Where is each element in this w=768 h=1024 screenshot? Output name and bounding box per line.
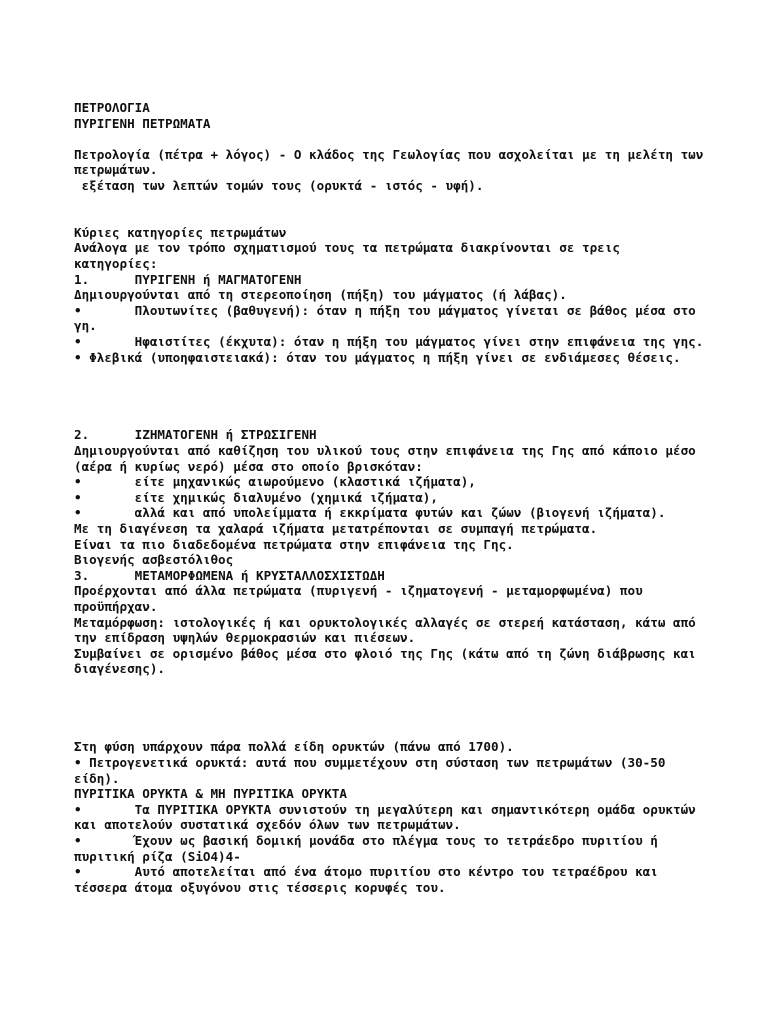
igneous-bullet-volcanic: • Ηφαιστίτες (έκχυτα): όταν η πήξη του μάγματος γίνει στην επιφάνεια της γης. xyxy=(74,333,704,349)
igneous-bullet-plutonic: • Πλουτωνίτες (βαθυγενή): όταν η πήξη του μάγματος γίνεται σε βάθος μέσα στο γη. xyxy=(74,302,704,334)
spacer xyxy=(74,677,704,739)
minerals-bullet-tetrahedron: • Έχουν ως βασική δομική μονάδα στο πλέγμα τους το τετράεδρο πυριτίου ή πυριτική ρίζα (SiO4)4- xyxy=(74,832,666,864)
metamorphic-definition: Μεταμόρφωση: ιστολογικές ή και ορυκτολογικές αλλαγές σε στερεή κατάσταση, κάτω από την επίδραση υψηλών θερμοκρασιών και πιέσεων. xyxy=(74,614,704,646)
spacer xyxy=(74,194,704,225)
minerals-bullet-silicates: • Τα ΠΥΡΙΤΙΚΑ ΟΡΥΚΤΑ συνιστούν τη μεγαλύτερη και σημαντικότερη ομάδα ορυκτών και αποτελούν συστατικά σχεδόν όλων των πετρωμάτων. xyxy=(74,801,704,833)
intro-definition: Πετρολογία (πέτρα + λόγος) - Ο κλάδος της Γεωλογίας που ασχολείται με τη μελέτη των πετρωμάτων. xyxy=(74,146,711,178)
minerals-bullet-structure: • Αυτό αποτελείται από ένα άτομο πυριτίου στο κέντρο του τετραέδρου και τέσσερα άτομα οξυγόνου στις τέσσερις κορυφές του. xyxy=(74,864,666,895)
sedimentary-diagenesis: Με τη διαγένεση τα χαλαρά ιζήματα μετατρέπονται σε συμπαγή πετρώματα. xyxy=(74,521,598,537)
metamorphic-heading: 3. ΜΕΤΑΜΟΡΦΩΜΕΝΑ ή ΚΡΥΣΤΑΛΛΟΣΧΙΣΤΩΔΗ xyxy=(74,567,385,583)
igneous-heading: 1. ΠΥΡΙΓΕΝΗ ή ΜΑΓΜΑΤΟΓΕΝΗ xyxy=(74,271,302,287)
categories-heading: Κύριες κατηγορίες πετρωμάτων xyxy=(74,224,287,240)
intro-examination: εξέταση των λεπτών τομών τους (ορυκτά - ιστός - υφή). xyxy=(74,177,484,193)
document-title: ΠΕΤΡΟΛΟΓΙΑ xyxy=(74,100,150,115)
document-subtitle: ΠΥΡΙΓΕΝΗ ΠΕΤΡΩΜΑΤΑ xyxy=(74,115,211,131)
metamorphic-origin: Προέρχονται από άλλα πετρώματα (πυριγενή - ιζηματογενή - μεταμορφωμένα) που προϋπήρχαν. xyxy=(74,583,651,615)
sedimentary-bullet-clastic: • είτε μηχανικώς αιωρούμενο (κλαστικά ιζήματα), xyxy=(74,474,476,490)
spacer xyxy=(74,365,704,427)
sedimentary-most-common: Είναι τα πιο διαδεδομένα πετρώματα στην επιφάνεια της Γης. xyxy=(74,536,514,552)
igneous-bullet-dyke: • Φλεβικά (υποηφαιστειακά): όταν του μάγματος η πήξη γίνει σε ενδιάμεσες θέσεις. xyxy=(74,349,681,365)
spacer xyxy=(74,131,704,147)
minerals-heading: ΠΥΡΙΤΙΚΑ ΟΡΥΚΤΑ & ΜΗ ΠΥΡΙΤΙΚΑ ΟΡΥΚΤΑ xyxy=(74,786,347,802)
sedimentary-text: Δημιουργούνται από καθίζηση του υλικού τους στην επιφάνεια της Γης από κάποιο μέσο (αέρα ή κυρίως νερό) μέσα στο οποίο βρισκόταν: xyxy=(74,443,704,474)
igneous-text: Δημιουργούνται από τη στερεοποίηση (πήξη) του μάγματος (ή λάβας). xyxy=(74,287,567,303)
document-body xyxy=(74,100,711,895)
sedimentary-bullet-biogenic: • αλλά και από υπολείμματα ή εκκρίματα φυτών και ζώων (βιογενή ιζήματα). xyxy=(74,505,666,521)
sedimentary-bullet-chemical: • είτε χημικώς διαλυμένο (χημικά ιζήματα), xyxy=(74,489,438,505)
minerals-petrogenetic: • Πετρογενετικά ορυκτά: αυτά που συμμετέχουν στη σύσταση των πετρωμάτων (30-50 είδη). xyxy=(74,754,673,786)
metamorphic-depth: Συμβαίνει σε ορισμένο βάθος μέσα στο φλοιό της Γης (κάτω από τη ζώνη διάβρωσης και διαγένεσης). xyxy=(74,645,704,677)
sedimentary-heading: 2. ΙΖΗΜΑΤΟΓΕΝΗ ή ΣΤΡΩΣΙΓΕΝΗ xyxy=(74,427,317,443)
sedimentary-example: Βιογενής ασβεστόλιθος xyxy=(74,552,234,568)
minerals-count: Στη φύση υπάρχουν πάρα πολλά είδη ορυκτών (πάνω από 1700). xyxy=(74,739,514,755)
categories-lead: Ανάλογα με τον τρόπο σχηματισμού τους τα πετρώματα διακρίνονται σε τρεις κατηγορίες: xyxy=(74,240,628,271)
